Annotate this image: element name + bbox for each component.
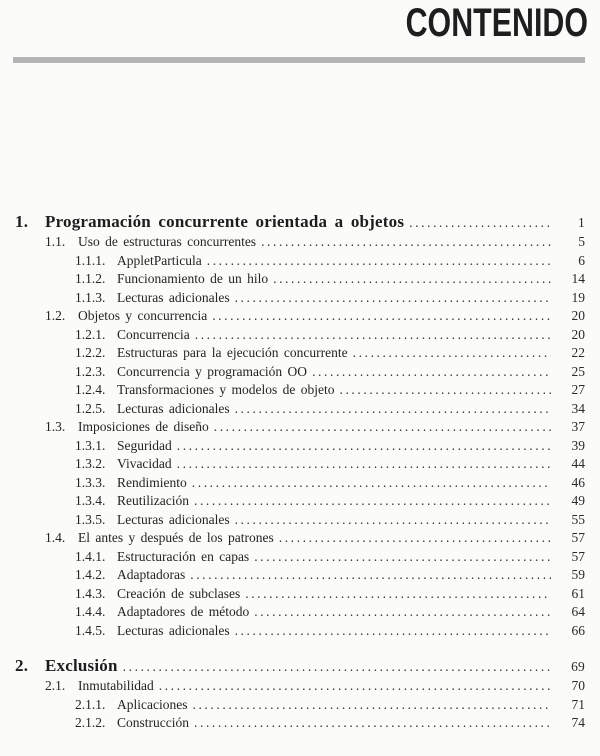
dot-leader — [190, 566, 551, 585]
entry-number: 2.1.1. — [75, 696, 106, 712]
dot-leader — [177, 455, 551, 474]
dot-leader — [195, 326, 551, 345]
entry-page: 46 — [571, 474, 585, 490]
entry-page: 5 — [578, 234, 585, 249]
entry-title: Lecturas adicionales — [117, 289, 230, 305]
entry-number: 1.4. — [45, 530, 66, 545]
entry-number: 1.3.2. — [75, 456, 106, 471]
entry-title: Inmutabilidad — [78, 678, 154, 693]
entry-title: Seguridad — [117, 437, 172, 453]
toc-entry — [15, 677, 585, 696]
entry-number: 1.4.5. — [75, 622, 106, 638]
entry-title: Funcionamiento de un hilo — [117, 271, 269, 286]
page-title: CONTENIDO — [405, 1, 588, 45]
dot-leader — [261, 233, 551, 252]
dot-leader — [192, 474, 551, 493]
dot-leader — [245, 585, 551, 604]
entry-page: 74 — [571, 715, 585, 730]
dot-leader — [235, 400, 551, 419]
entry-title: Concurrencia y programación OO — [117, 363, 308, 379]
toc-entry — [15, 233, 585, 252]
toc-entry — [15, 714, 585, 733]
entry-number: 1.2. — [45, 308, 66, 323]
dot-leader — [194, 714, 551, 733]
entry-number: 1.1.2. — [75, 271, 106, 286]
entry-title: Reutilización — [117, 493, 189, 508]
toc-entry — [15, 400, 585, 419]
entry-number: 1.2.3. — [75, 363, 106, 379]
toc-entry — [15, 326, 585, 345]
entry-title: Adaptadoras — [117, 567, 186, 582]
entry-number: 1. — [15, 212, 29, 231]
dot-leader — [159, 677, 551, 696]
entry-page: 49 — [571, 493, 585, 508]
toc-entry — [15, 548, 585, 567]
entry-number: 1.1.1. — [75, 252, 106, 268]
entry-title: Adaptadores de método — [117, 604, 250, 619]
toc-entry — [15, 344, 585, 363]
entry-title: Construcción — [117, 715, 189, 730]
dot-leader — [353, 344, 551, 363]
entry-number: 1.3.5. — [75, 511, 106, 527]
entry-number: 1.3.1. — [75, 437, 106, 453]
entry-number: 2. — [15, 656, 29, 675]
entry-number: 1.2.5. — [75, 400, 106, 416]
entry-page: 25 — [571, 363, 585, 379]
toc-entry — [15, 622, 585, 641]
entry-number: 1.2.4. — [75, 382, 106, 397]
dot-leader — [194, 492, 551, 511]
dot-leader — [123, 656, 551, 678]
toc-entry — [15, 585, 585, 604]
toc-list — [15, 211, 585, 733]
entry-title: Rendimiento — [117, 474, 187, 490]
toc-entry — [15, 474, 585, 493]
dot-leader — [254, 548, 551, 567]
entry-title: Transformaciones y modelos de objeto — [117, 382, 335, 397]
toc-entry — [15, 529, 585, 548]
entry-page: 19 — [571, 289, 585, 305]
toc-entry — [15, 289, 585, 308]
entry-title: Objetos y concurrencia — [78, 308, 208, 323]
entry-number: 1.3.3. — [75, 474, 106, 490]
entry-page: 66 — [571, 622, 585, 638]
entry-title: Aplicaciones — [117, 696, 188, 712]
entry-title: Concurrencia — [117, 326, 190, 342]
entry-number: 1.4.4. — [75, 604, 106, 619]
entry-page: 57 — [571, 530, 585, 545]
toc-entry — [15, 696, 585, 715]
entry-number: 1.1. — [45, 234, 66, 249]
dot-leader — [212, 307, 551, 326]
entry-title: Uso de estructuras concurrentes — [78, 234, 257, 249]
entry-title: Programación concurrente orientada a objetos — [45, 212, 405, 231]
entry-page: 37 — [571, 419, 585, 434]
toc-entry — [15, 418, 585, 437]
entry-title: Imposiciones de diseño — [78, 419, 209, 434]
entry-page: 69 — [571, 659, 585, 674]
toc-entry — [15, 252, 585, 271]
entry-title: Estructuras para la ejecución concurrente — [117, 345, 348, 360]
entry-number: 1.4.2. — [75, 567, 106, 582]
entry-page: 20 — [571, 326, 585, 342]
entry-number: 1.3.4. — [75, 493, 106, 508]
toc-entry — [15, 603, 585, 622]
toc-entry — [15, 437, 585, 456]
entry-title: Creación de subclases — [117, 585, 241, 601]
entry-page: 22 — [571, 345, 585, 360]
entry-title: Vivacidad — [117, 456, 172, 471]
dot-leader — [207, 252, 551, 271]
toc-entry — [15, 455, 585, 474]
toc-entry — [15, 211, 585, 233]
entry-page: 70 — [571, 678, 585, 693]
toc-entry — [15, 655, 585, 677]
entry-title: El antes y después de los patrones — [78, 530, 274, 545]
entry-number: 2.1.2. — [75, 715, 106, 730]
entry-number: 1.4.3. — [75, 585, 106, 601]
entry-page: 20 — [571, 308, 585, 323]
entry-page: 64 — [571, 604, 585, 619]
dot-leader — [235, 289, 551, 308]
entry-page: 44 — [571, 456, 585, 471]
entry-page: 34 — [571, 400, 585, 416]
toc-entry — [15, 363, 585, 382]
toc-entry — [15, 270, 585, 289]
dot-leader — [254, 603, 551, 622]
dot-leader — [339, 381, 551, 400]
entry-title: AppletParticula — [117, 252, 202, 268]
entry-page: 1 — [578, 215, 585, 230]
dot-leader — [273, 270, 551, 289]
dot-leader — [214, 418, 551, 437]
entry-page: 27 — [571, 382, 585, 397]
entry-page: 71 — [571, 696, 585, 712]
entry-page: 55 — [571, 511, 585, 527]
entry-title: Lecturas adicionales — [117, 511, 230, 527]
dot-leader — [235, 622, 551, 641]
entry-page: 59 — [571, 567, 585, 582]
dot-leader — [312, 363, 551, 382]
entry-title: Exclusión — [45, 656, 118, 675]
entry-page: 57 — [571, 548, 585, 564]
entry-title: Lecturas adicionales — [117, 622, 230, 638]
toc-entry — [15, 381, 585, 400]
dot-leader — [192, 696, 551, 715]
entry-number: 1.4.1. — [75, 548, 106, 564]
entry-page: 14 — [571, 271, 585, 286]
entry-title: Lecturas adicionales — [117, 400, 230, 416]
entry-number: 1.1.3. — [75, 289, 106, 305]
toc-entry — [15, 511, 585, 530]
toc-entry — [15, 492, 585, 511]
dot-leader — [409, 212, 551, 234]
entry-number: 1.3. — [45, 419, 66, 434]
entry-page: 61 — [571, 585, 585, 601]
title-rule — [13, 57, 585, 63]
toc-entry — [15, 307, 585, 326]
entry-title: Estructuración en capas — [117, 548, 250, 564]
dot-leader — [177, 437, 551, 456]
dot-leader — [235, 511, 551, 530]
toc-entry — [15, 566, 585, 585]
entry-number: 1.2.1. — [75, 326, 106, 342]
entry-page: 39 — [571, 437, 585, 453]
entry-page: 6 — [578, 252, 585, 268]
entry-number: 1.2.2. — [75, 345, 106, 360]
entry-number: 2.1. — [45, 678, 66, 693]
dot-leader — [279, 529, 551, 548]
